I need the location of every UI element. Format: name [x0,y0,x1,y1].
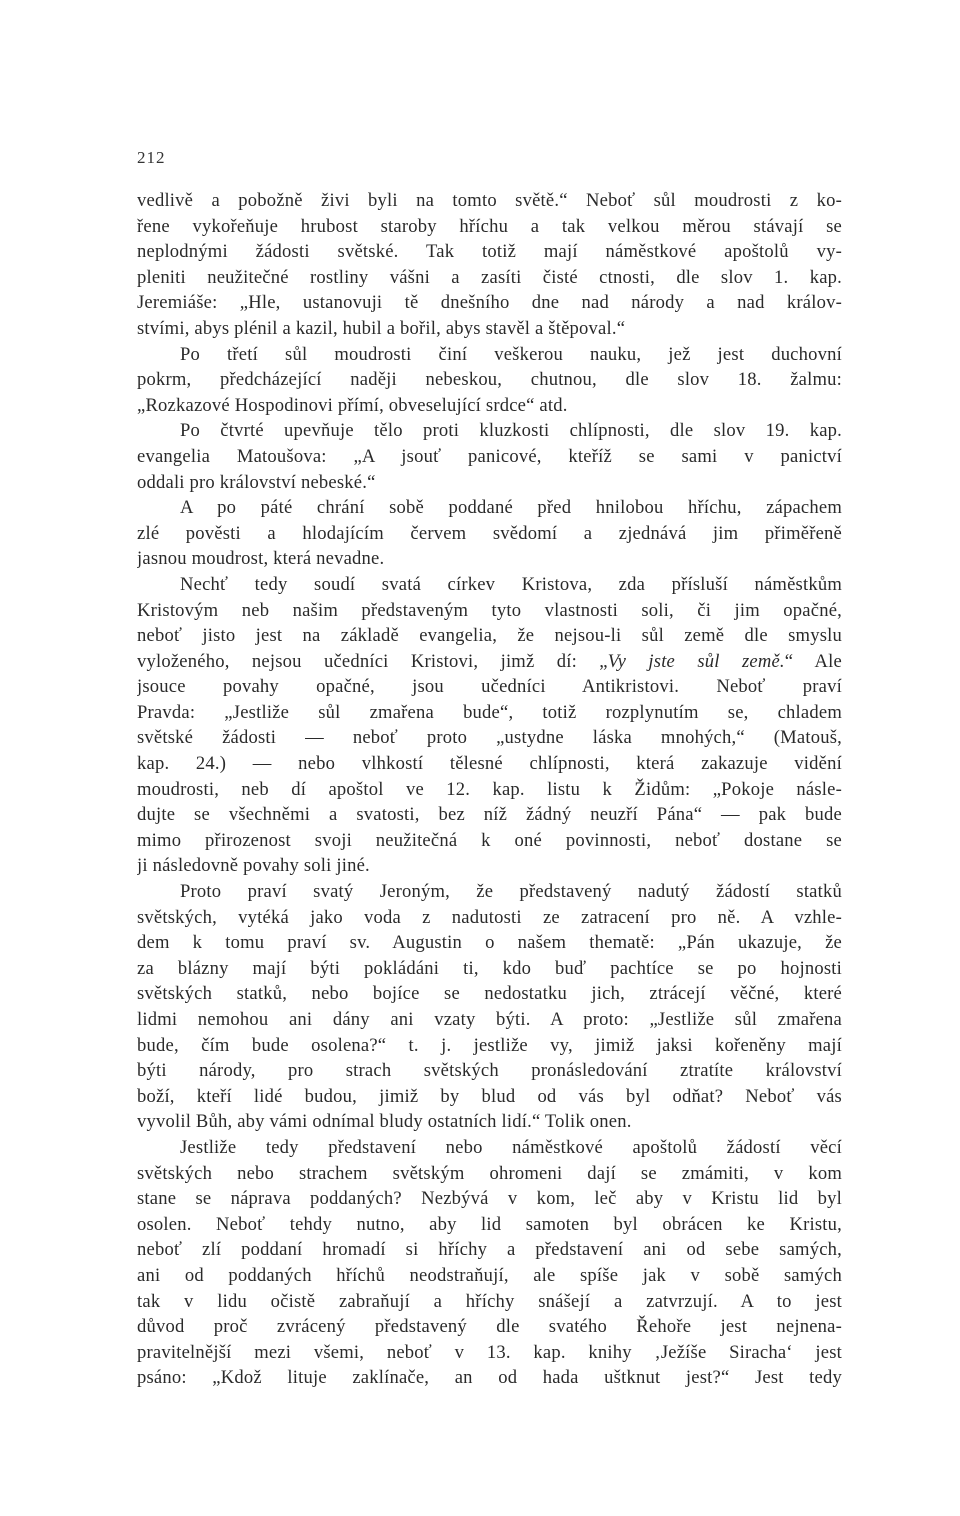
text-line: dem k tomu praví sv. Augustin o našem thematě: „Pán ukazuje, že [137,932,842,954]
text-line: stane se náprava poddaných? Nezbývá v kom, leč aby v Kristu lid byl [137,1188,842,1210]
text-line: moudrosti, neb dí apoštol ve 12. kap. listu k Židům: „Pokoje násle- [137,778,842,800]
text-line: evangelia Matoušova: „A jsouť panicové, kteříž se sami v panictví [137,445,842,467]
text-line: býti národy, pro strach světských pronásledování ztratíte království [137,1060,842,1082]
text-line: pravitelnější mezi všemi, neboť v 13. kap. knihy ‚Ježíše Siracha‘ jest [137,1341,842,1363]
text-line: Kristovým neb našim představeným tyto vlastnosti soli, či jim opačné, [137,599,842,621]
text-line: pleniti neužitečné rostliny vášni a zasíti čisté ctnosti, dle slov 1. kap. [137,266,842,288]
text-line: stvími, abys plénil a kazil, hubil a bořil, abys stavěl a štěpoval.“ [137,317,626,339]
text-line: řene vykořeňuje hrubost staroby hříchu a tak velkou měrou stávají se [137,215,842,237]
text-line: mimo přirozenost svoji neužitečná k oné povinnosti, neboť dostane se [137,829,842,851]
text-line: světské žádosti — neboť proto „ustydne láska mnohých,“ (Matouš, [137,727,842,749]
text-line: Pravda: „Jestliže sůl zmařena bude“, totiž rozplynutím se, chladem [137,701,842,723]
text-line: vedlivě a pobožně živi byli na tomto světě.“ Neboť sůl moudrosti z ko- [137,190,842,211]
text-line: dujte se všechněmi a svatosti, bez níž žádný neuzří Pána“ — pak bude [137,804,842,826]
text-line: Po třetí sůl moudrosti činí veškerou nauku, jež jest duchovní [180,343,842,365]
text-line: psáno: „Kdož lituje zaklínače, an od hada uštknut jest?“ Jest tedy [137,1367,842,1389]
text-line: vyvolil Bůh, aby vámi odnímal bludy ostatních lidí.“ Tolik onen. [137,1111,632,1133]
body-text [137,188,842,1391]
text-line: tak v lidu očistě zabraňují a hříchy snášejí a zatvrzují. A to jest [137,1290,842,1312]
text-line: ani od poddaných hříchů neodstraňují, ale spíše jak v sobě samých [137,1264,842,1286]
text-line: Jestliže tedy představení nebo náměstkové apoštolů žádostí věcí [180,1136,842,1158]
text-line: kap. 24.) — nebo vlhkostí tělesné chlípnosti, která zakazuje vidění [137,753,842,775]
text-line: Nechť tedy soudí svatá církev Kristova, zda přísluší náměstkům [180,573,842,595]
text-line: Proto praví svatý Jeroným, že představený nadutý žádostí statků [180,881,842,903]
text-line: Jeremiáše: „Hle, ustanovuji tě dnešního dne nad národy a nad králov- [137,292,842,314]
text-line: za blázny mají býti pokládáni ti, kdo buď pachtíce se po hojnosti [137,957,842,979]
text-line: světských, vytéká jako voda z nadutosti ze zatracení pro ně. A vzhle- [137,906,842,928]
text-line: jsouce povahy opačné, jsou učedníci Antikristovi. Neboť praví [137,676,842,698]
text-line: jasnou moudrost, která nevadne. [137,548,385,570]
text-line: světských nebo strachem světským ohromeni dají se zmámiti, v kom [137,1162,842,1184]
text-line: neplodnými žádosti světské. Tak totiž mají náměstkové apoštolů vy- [137,241,842,263]
text-line: „Rozkazové Hospodinovi přímí, obveselující srdce“ atd. [137,394,568,416]
text-line: bude, čím bude osolena?“ t. j. jestliže vy, jimiž jaksi kořeněny mají [137,1034,842,1056]
text-segment: “ Ale [784,650,842,672]
page-number: 212 [137,148,166,167]
text-line: neboť jisto jest na základě evangelia, že nejsou-li sůl země dle smyslu [137,625,842,647]
text-line: ji následovně povahy soli jiné. [137,855,370,877]
text-line: zlé pověsti a hlodajícím červem svědomí a zjednává jim přiměřeně [137,522,842,544]
text-line: světských statků, nebo bojíce se nedostatku jich, ztrácejí věčné, které [137,983,842,1005]
text-line: lidmi nemohou ani dány ani vzaty býti. A proto: „Jestliže sůl zmařena [137,1009,842,1030]
text-line: Po čtvrté upevňuje tělo proti kluzkosti chlípnosti, dle slov 19. kap. [180,420,842,442]
text-line: boží, kteří lidé budou, jimiž by blud od vás byl odňat? Neboť vás [137,1085,842,1107]
text-line: A po páté chrání sobě poddané před hnilobou hříchu, zápachem [180,497,842,519]
text-line: oddali pro království nebeské.“ [137,471,376,493]
text-line: pokrm, předcházející naději nebeskou, chutnou, dle slov 18. žalmu: [137,369,842,391]
text-line: neboť zlí poddaní hromadí si hříchy a představení ani od sebe samých, [137,1239,842,1261]
text-line: osolen. Neboť tehdy nutno, aby lid samoten byl obrácen ke Kristu, [137,1213,842,1235]
italic-quote: Vy jste sůl země. [607,650,785,672]
text-segment: vyloženého, nejsou učedníci Kristovi, jimž dí: „ [137,650,608,672]
text-line: důvod proč zvrácený představený dle svatého Řehoře jest nejnena- [137,1316,842,1338]
text-line [137,649,842,675]
